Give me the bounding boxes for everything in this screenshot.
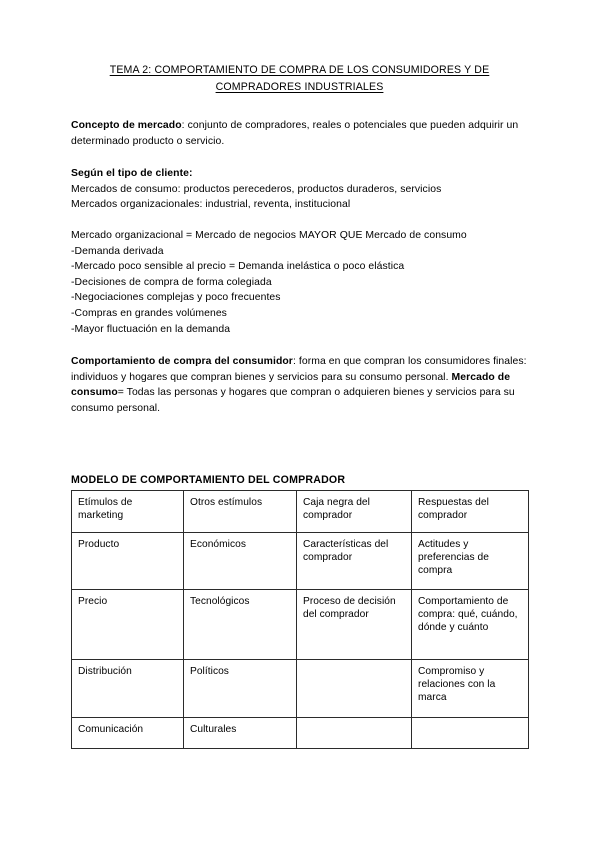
table-cell: Comunicación [72,717,184,748]
page-title-line-1: TEMA 2: COMPORTAMIENTO DE COMPRA DE LOS CONSUMIDORES Y DE [109,64,490,76]
table-cell: Económicos [184,532,297,589]
table-cell-empty [297,659,412,717]
mercado-organizacional-block [71,228,528,337]
page-title-line-2: COMPRADORES INDUSTRIALES [215,81,384,93]
list-item: -Negociaciones complejas y poco frecuentes [71,292,281,304]
mercado-consumo-body: = Todas las personas y hogares que compran o adquieren bienes y servicios para su consumo personal. [71,387,515,414]
table-cell: Características del comprador [297,532,412,589]
tipo-cliente-label: Según el tipo de cliente: [71,168,193,180]
list-item: -Compras en grandes volúmenes [71,307,227,319]
spacer [71,213,528,228]
table-header-cell: Otros estímulos [184,490,297,532]
table-heading: MODELO DE COMPORTAMIENTO DEL COMPRADOR [71,473,346,486]
table-header-cell: Respuestas del comprador [412,490,529,532]
spacer [71,417,528,474]
table-row [72,659,529,717]
list-item: -Demanda derivada [71,245,164,257]
concepto-de-mercado-body: : conjunto de compradores, reales o potenciales que pueden adquirir un determinado producto o servicio. [71,120,519,147]
table-cell: Proceso de decisión del comprador [297,589,412,659]
table-cell: Culturales [184,717,297,748]
table-cell: Precio [72,589,184,659]
table-row [72,717,529,748]
table-cell: Producto [72,532,184,589]
tipo-cliente-line-1: Mercados de consumo: productos perecederos, productos duraderos, servicios [71,183,442,195]
table-cell: Tecnológicos [184,589,297,659]
comportamiento-compra-label: Comportamiento de compra del consumidor [71,356,293,368]
spacer [71,337,528,354]
page-title [71,62,528,96]
list-item: -Mayor fluctuación en la demanda [71,323,231,335]
comportamiento-compra-paragraph [71,354,528,416]
table-cell: Políticos [184,659,297,717]
modelo-comportamiento-table [71,490,529,749]
table-header-row [72,490,529,532]
document-content [71,62,528,749]
table-cell: Compromiso y relaciones con la marca [412,659,529,717]
mercado-consumo-label: Mercado de consumo [71,371,511,399]
list-item: -Decisiones de compra de forma colegiada [71,276,272,288]
mercado-organizacional-intro: Mercado organizacional = Mercado de negocios MAYOR QUE Mercado de consumo [71,229,467,241]
table-cell-empty [297,717,412,748]
table-row [72,589,529,659]
table-header-cell: Etímulos de marketing [72,490,184,532]
table-row [72,532,529,589]
table-cell: Comportamiento de compra: qué, cuándo, dónde y cuánto [412,589,529,659]
table-cell: Distribución [72,659,184,717]
table-cell-empty [412,717,529,748]
table-cell: Actitudes y preferencias de compra [412,532,529,589]
table-header-cell: Caja negra del comprador [297,490,412,532]
list-item: -Mercado poco sensible al precio = Demanda inelástica o poco elástica [71,261,405,273]
concepto-de-mercado-label: Concepto de mercado [71,120,182,131]
tipo-cliente-line-2: Mercados organizacionales: industrial, reventa, institucional [71,199,351,211]
concepto-de-mercado-paragraph [71,118,528,149]
spacer [71,149,528,166]
comportamiento-compra-body: : forma en que compran los consumidores finales: individuos y hogares que compran bienes y servicios para su consumo personal. [71,356,527,383]
